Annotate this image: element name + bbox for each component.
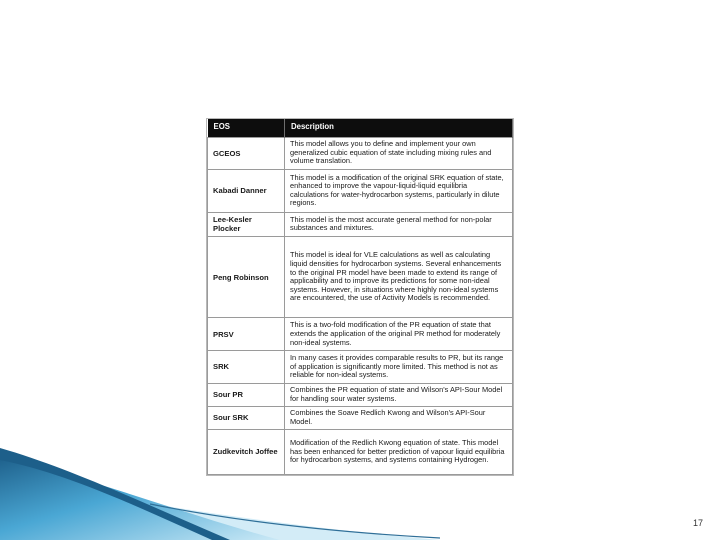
eos-name-cell: GCEOS [208,137,285,169]
eos-name-cell: PRSV [208,318,285,351]
table-row [208,383,513,406]
eos-description-cell: Modification of the Redlich Kwong equation of state. This model has been enhanced for better prediction of vapour liquid equilibria for hydrocarbon systems, and systems containing Hydrogen. [285,429,513,474]
eos-description-cell: Combines the PR equation of state and Wilson's API-Sour Model for handling sour water systems. [285,383,513,406]
eos-name-cell: Sour PR [208,383,285,406]
eos-table-image [206,118,514,476]
eos-description-cell: Combines the Soave Redlich Kwong and Wilson's API-Sour Model. [285,406,513,429]
eos-name-cell: Kabadi Danner [208,169,285,212]
eos-description-cell: This model is ideal for VLE calculations as well as calculating liquid densities for hydrocarbon systems. Several enhancements to the original PR model have been made to extend its range of applicability and to improve its predictions for some non-ideal systems. However, in situations where highly non-ideal systems are encountered, the use of Activity Models is recommended. [285,236,513,317]
header-eos: EOS [208,119,285,137]
header-description: Description [285,119,513,137]
table-row [208,137,513,169]
eos-description-cell: This model is a modification of the original SRK equation of state, enhanced to improve the vapour-liquid-liquid equilibria calculations for water-hydrocarbon systems, particularly in dilute regions. [285,169,513,212]
footer-wave-decoration [0,448,440,540]
table-row [208,169,513,212]
eos-name-cell: Peng Robinson [208,236,285,317]
table-row [208,351,513,383]
page-number: 17 [692,518,703,528]
eos-description-cell: This is a two-fold modification of the PR equation of state that extends the application of the original PR method for moderately non-ideal systems. [285,318,513,351]
table-row [208,236,513,317]
table-row [208,318,513,351]
eos-description-cell: This model is the most accurate general method for non-polar substances and mixtures. [285,212,513,236]
eos-name-cell: Sour SRK [208,406,285,429]
table-row [208,212,513,236]
table-header-row [208,119,513,137]
eos-table [207,119,513,475]
eos-description-cell: In many cases it provides comparable results to PR, but its range of application is significantly more limited. This method is not as reliable for non-ideal systems. [285,351,513,383]
eos-description-cell: This model allows you to define and implement your own generalized cubic equation of state including mixing rules and volume translation. [285,137,513,169]
eos-name-cell: Lee-Kesler Plocker [208,212,285,236]
eos-name-cell: Zudkevitch Joffee [208,429,285,474]
eos-name-cell: SRK [208,351,285,383]
table-row [208,406,513,429]
